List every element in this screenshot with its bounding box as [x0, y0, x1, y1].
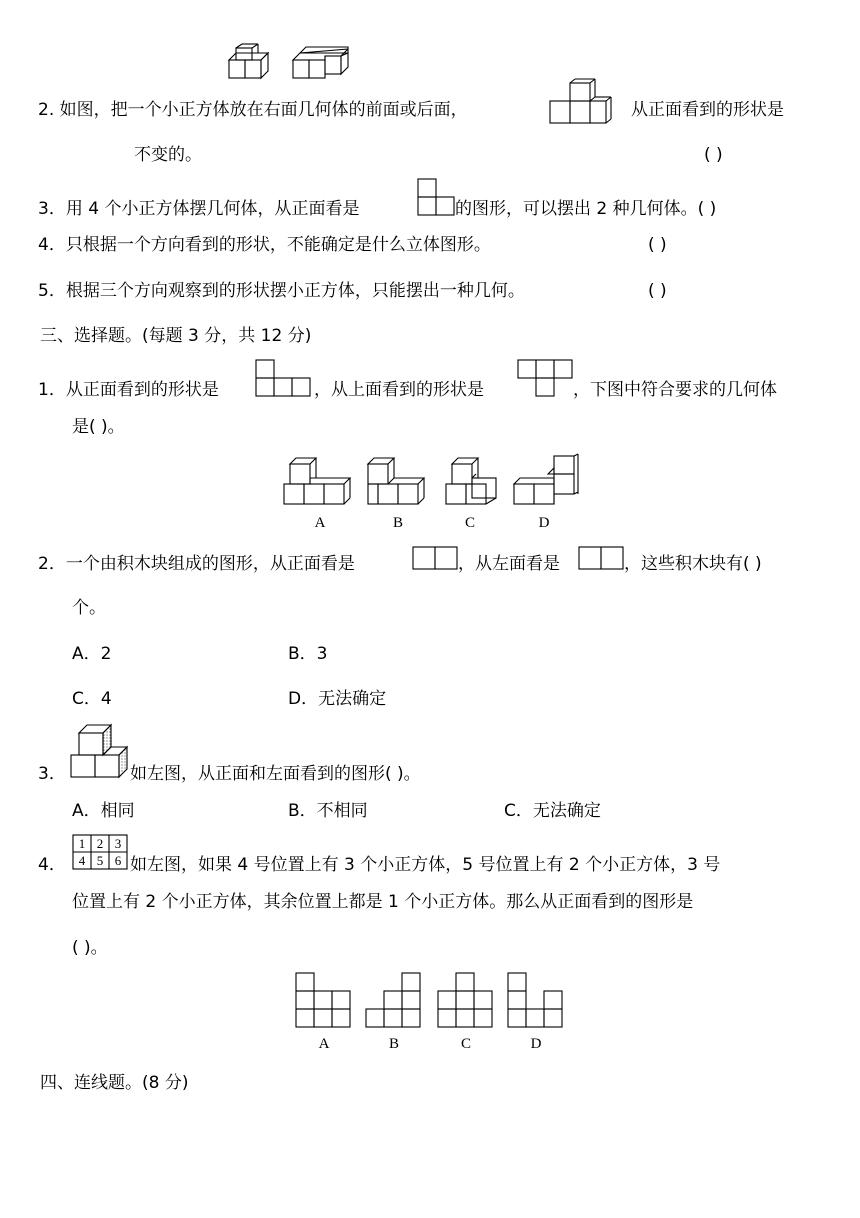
- mc-q2-part-c: ，这些积木块有( ): [624, 554, 762, 574]
- grid-cell-2: 2: [96, 836, 104, 851]
- grid-cell-5: 5: [96, 853, 104, 868]
- tf-q2-figure: [549, 79, 613, 125]
- mc-q3-choice-c: C．无法确定: [504, 801, 601, 821]
- mc-q4-number: 4．: [38, 855, 66, 875]
- mc-q2-choice-c: C．4: [72, 689, 112, 709]
- tf-q4-text: 4．只根据一个方向看到的形状，不能确定是什么立体图形。: [38, 235, 491, 255]
- section4-heading: 四、连线题。(8 分): [40, 1073, 189, 1093]
- grid-cell-1: 1: [78, 836, 86, 851]
- mc-q1-figure-d: [514, 454, 578, 504]
- mc-q1-figure-a: [284, 458, 350, 504]
- tf-q2-answer-paren: ( ): [704, 145, 723, 165]
- mc-q4-text3: ( )。: [72, 938, 108, 958]
- mc-q3-number: 3．: [38, 764, 66, 784]
- mc-q1-figure-c: [446, 458, 496, 504]
- mc-q3-figure: [70, 722, 132, 780]
- mc-q4-text1: 如左图，如果 4 号位置上有 3 个小正方体，5 号位置上有 2 个小正方体，3 号: [130, 855, 721, 875]
- mc-q3-text: 如左图，从正面和左面看到的图形( )。: [130, 764, 421, 784]
- tf-q2-line1: [38, 102, 468, 119]
- top-cube-figures: [226, 44, 356, 84]
- mc-q1-figure-b: [368, 458, 424, 504]
- mc-q4-label-a: A: [318, 1036, 330, 1052]
- mc-q3-choice-b: B．不相同: [288, 801, 368, 821]
- tf-q3-suffix: 的图形，可以摆出 2 种几何体。( ): [455, 199, 717, 219]
- mc-q1-label-a: A: [314, 515, 326, 531]
- mc-q1-top-view: [517, 359, 577, 399]
- mc-q1-part-a: 1．从正面看到的形状是: [38, 380, 219, 400]
- mc-q4-figure-c: [438, 973, 492, 1027]
- grid-cell-3: 3: [114, 836, 122, 851]
- mc-q2-part-a: 2．一个由积木块组成的图形，从正面看是: [38, 554, 355, 574]
- tf-q3-front-view: [417, 178, 457, 218]
- mc-q4-option-figures: [292, 971, 572, 1055]
- mc-q1-line2: 是( )。: [72, 417, 125, 437]
- mc-q2-choice-d: D．无法确定: [288, 689, 387, 709]
- mc-q4-position-grid: [72, 834, 130, 872]
- mc-q4-label-b: B: [388, 1036, 400, 1052]
- mc-q4-figure-d: [508, 973, 562, 1027]
- mc-q3-choice-a: A．相同: [72, 801, 135, 821]
- mc-q1-part-b: ，从上面看到的形状是: [314, 380, 484, 400]
- tf-q2-line2: 不变的。: [134, 145, 202, 165]
- mc-q1-front-view: [255, 359, 315, 399]
- mc-q2-line2: 个。: [72, 598, 106, 618]
- mc-q2-front-view: [412, 546, 462, 572]
- mc-q2-left-view: [578, 546, 628, 572]
- tf-q3-prefix: 3．用 4 个小正方体摆几何体，从正面看是: [38, 199, 360, 219]
- mc-q2-part-b: ，从左面看是: [458, 554, 560, 574]
- mc-q2-choice-b: B．3: [288, 644, 328, 664]
- mc-q2-choice-a: A．2: [72, 644, 112, 664]
- mc-q4-label-c: C: [460, 1036, 472, 1052]
- tf-q5-text: 5．根据三个方向观察到的形状摆小正方体，只能摆出一种几何。: [38, 281, 525, 301]
- mc-q4-figure-a: [296, 973, 350, 1027]
- tf-q2-prefix: 2. 如图，把一个小正方体放在右面几何体的前面或后面，: [38, 100, 468, 120]
- mc-q4-text2: 位置上有 2 个小正方体，其余位置上都是 1 个小正方体。那么从正面看到的图形是: [72, 892, 694, 912]
- mc-q1-label-c: C: [464, 515, 476, 531]
- mc-q1-label-d: D: [538, 515, 550, 531]
- mc-q1-part-c: ，下图中符合要求的几何体: [573, 380, 777, 400]
- tf-q4-answer-paren: ( ): [648, 235, 667, 255]
- mc-q1-label-b: B: [392, 515, 404, 531]
- section3-heading: 三、选择题。(每题 3 分，共 12 分): [40, 326, 312, 346]
- tf-q2-suffix: 从正面看到的形状是: [631, 100, 784, 120]
- mc-q1-option-figures: [280, 452, 590, 532]
- tf-q5-answer-paren: ( ): [648, 281, 667, 301]
- grid-cell-4: 4: [78, 853, 86, 868]
- mc-q4-label-d: D: [530, 1036, 542, 1052]
- mc-q4-figure-b: [366, 973, 420, 1027]
- grid-cell-6: 6: [114, 853, 122, 868]
